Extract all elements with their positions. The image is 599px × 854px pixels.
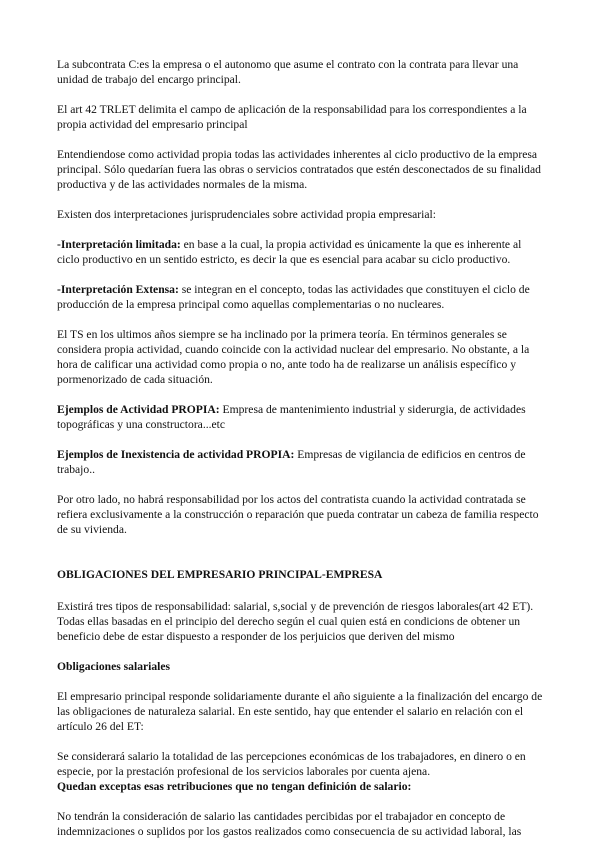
paragraph-interpretacion-limitada (57, 237, 544, 267)
label-interpretacion-limitada: -Interpretación limitada: (57, 238, 181, 251)
paragraph-tipos-responsabilidad: Existirá tres tipos de responsabilidad: salarial, s,social y de prevención de riesgos laborales(art 42 ET). Todas ellas basadas en el principio del derecho según el cual quien está en condicions de obtener un beneficio debe de estar dispuesto a responder de los perjuicios que deriven del mismo (57, 600, 534, 643)
paragraph-interpretacion-extensa (57, 282, 544, 312)
text-ejemplos-inexistencia: Empresas de vigilancia de edificios en centros de trabajo.. (57, 448, 526, 476)
paragraph-empresario-principal: El empresario principal responde solidariamente durante el año siguiente a la finalización del encargo de las obligaciones de naturaleza salarial. En este sentido, hay que entender el salario en relación con el artículo 26 del ET: (57, 690, 543, 733)
paragraph-actividad-propia: Entendiendose como actividad propia todas las actividades inherentes al ciclo productivo de la empresa principal. Sólo quedarían fuera las obras o servicios contratados que estén desconectados de su finalidad productiva y de las actividades normales de la misma. (57, 148, 541, 191)
text-interpretacion-extensa: se integran en el concepto, todas las actividades que constituyen el ciclo de producción de la empresa principal como aquellas complementarias o no nucleares. (57, 283, 530, 311)
paragraph-ejemplos-propia (57, 402, 544, 432)
paragraph-cabeza-familia: Por otro lado, no habrá responsabilidad por los actos del contratista cuando la actividad contratada se refiera exclusivamente a la construcción o reparación que pueda contratar un cabeza de familia respecto de su vivienda. (57, 493, 539, 536)
label-ejemplos-propia: Ejemplos de Actividad PROPIA: (57, 403, 220, 416)
paragraph-interpretaciones: Existen dos interpretaciones jurisprudenciales sobre actividad propia empresarial: (57, 208, 436, 221)
paragraph-salario-definicion: Se considerará salario la totalidad de las percepciones económicas de los trabajadores, en dinero o en especie, por la prestación profesional de los servicios laborales por cuenta ajena. (57, 750, 526, 778)
paragraph-subcontrata: La subcontrata C:es la empresa o el autonomo que asume el contrato con la contrata para llevar una unidad de trabajo del encargo principal. (57, 58, 519, 86)
text-ejemplos-propia: Empresa de mantenimiento industrial y siderurgia, de actividades topográficas y una constructora...etc (57, 403, 526, 431)
paragraph-ts: El TS en los ultimos años siempre se ha inclinado por la primera teoría. En términos generales se considera propia actividad, cuando coincide con la actividad nuclear del empresario. No obstante, a la hora de calificar una actividad como propia o no, ante todo ha de realizarse un análisis específico y pormenorizado de cada situación. (57, 328, 530, 386)
label-interpretacion-extensa: -Interpretación Extensa: (57, 283, 179, 296)
text-interpretacion-limitada: en base a la cual, la propia actividad es únicamente la que es inherente al ciclo productivo en un sentido estricto, es decir la que es esencial para acabar su ciclo productivo. (57, 238, 522, 266)
paragraph-ejemplos-inexistencia (57, 447, 544, 477)
label-ejemplos-inexistencia: Ejemplos de Inexistencia de actividad PROPIA: (57, 448, 295, 461)
paragraph-art42: El art 42 TRLET delimita el campo de aplicación de la responsabilidad para los correspondientes a la propia actividad del empresario principal (57, 103, 527, 131)
document-page (57, 57, 544, 854)
section-heading: OBLIGACIONES DEL EMPRESARIO PRINCIPAL-EMPRESA (57, 568, 383, 581)
paragraph-no-salario: No tendrán la consideración de salario las cantidades percibidas por el trabajador en concepto de indemnizaciones o suplidos por los gastos realizados como consecuencia de su actividad laboral, las (57, 810, 522, 838)
subheading-obligaciones-salariales: Obligaciones salariales (57, 660, 171, 673)
paragraph-excepciones: Quedan exceptas esas retribuciones que no tengan definición de salario: (57, 780, 412, 793)
